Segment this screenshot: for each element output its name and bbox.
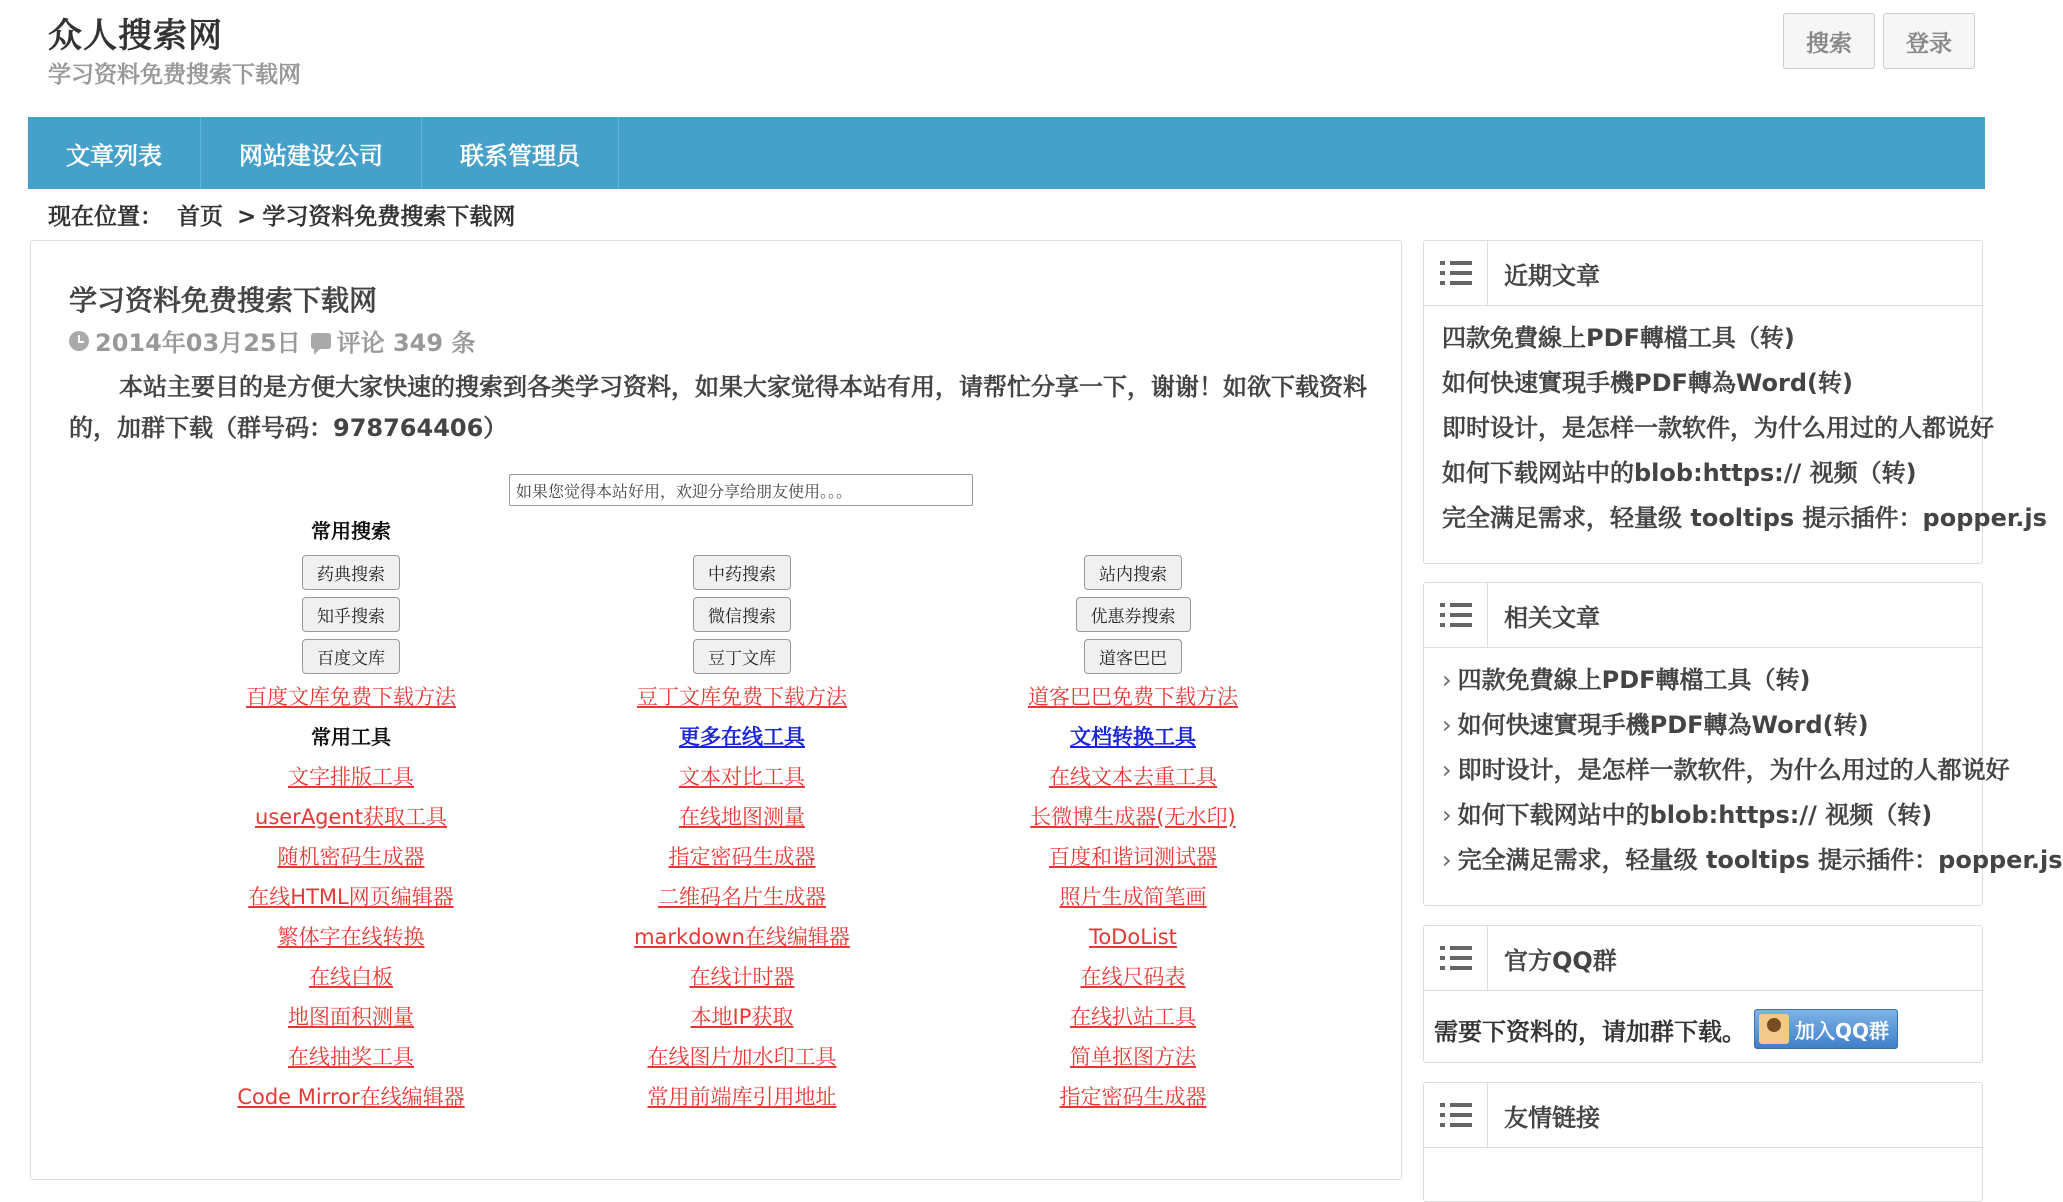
qq-group-icon — [1759, 1014, 1789, 1044]
related-post-link[interactable]: › 如何快速實現手機PDF轉為Word(转) — [1442, 711, 1869, 739]
nav-item-contact-admin[interactable]: 联系管理员 — [422, 117, 619, 189]
chevron-right-icon: › — [1442, 846, 1452, 874]
tool-link[interactable]: Code Mirror在线编辑器 — [237, 1085, 465, 1109]
recent-post-link[interactable]: 如何下载网站中的blob:https:// 视频（转) — [1442, 459, 1917, 487]
main-nav — [28, 117, 1985, 189]
tool-link[interactable]: 随机密码生成器 — [277, 845, 425, 869]
tool-link[interactable]: 长微博生成器(无水印) — [1030, 805, 1236, 829]
tool-link[interactable]: markdown在线编辑器 — [634, 925, 850, 949]
tool-link[interactable]: 在线扒站工具 — [1070, 1005, 1196, 1029]
comment-icon — [311, 333, 331, 349]
tool-link[interactable]: 在线HTML网页编辑器 — [248, 885, 454, 909]
qq-group-widget — [1423, 925, 1983, 1063]
related-post-link[interactable]: › 四款免費線上PDF轉檔工具（转) — [1442, 666, 1811, 694]
tool-link[interactable]: 在线图片加水印工具 — [647, 1045, 837, 1069]
tool-link[interactable]: 在线抽奖工具 — [288, 1045, 414, 1069]
search-heading-blank — [953, 511, 1313, 551]
related-post-link[interactable]: › 如何下载网站中的blob:https:// 视频（转) — [1442, 801, 1933, 829]
tool-link[interactable]: 在线地图测量 — [679, 805, 805, 829]
download-method-link[interactable]: 道客巴巴免费下载方法 — [1028, 685, 1238, 709]
chevron-right-icon: › — [1442, 666, 1452, 694]
clock-icon — [69, 331, 89, 351]
download-method-link[interactable]: 豆丁文库免费下载方法 — [637, 685, 847, 709]
related-post-link[interactable]: › 完全满足需求，轻量级 tooltips 提示插件：popper.js — [1442, 846, 2063, 874]
list-icon — [1424, 241, 1488, 305]
recent-post-link[interactable]: 如何快速實現手機PDF轉為Word(转) — [1442, 369, 1853, 397]
search-button-zhihu[interactable]: 知乎搜索 — [302, 597, 400, 632]
tools-heading: 常用工具 — [311, 725, 391, 749]
list-icon — [1424, 926, 1488, 990]
breadcrumb-current: 学习资料免费搜索下载网 — [262, 204, 516, 230]
article-date: 2014年03月25日 — [95, 329, 301, 357]
tool-link[interactable]: 百度和谐词测试器 — [1049, 845, 1217, 869]
tool-link[interactable]: 常用前端库引用地址 — [647, 1085, 837, 1109]
tool-link[interactable]: ToDoList — [1089, 925, 1177, 949]
search-heading: 常用搜索 — [311, 519, 391, 543]
search-heading-blank — [562, 511, 922, 551]
related-post-link[interactable]: › 即时设计，是怎样一款软件，为什么用过的人都说好 — [1442, 756, 2010, 784]
breadcrumb — [48, 198, 521, 231]
tool-column-2 — [562, 511, 922, 1117]
download-method-link[interactable]: 百度文库免费下载方法 — [246, 685, 456, 709]
join-qq-group-button[interactable] — [1754, 1009, 1898, 1049]
site-title[interactable]: 众人搜索网 — [48, 16, 223, 56]
login-button[interactable]: 登录 — [1883, 13, 1975, 69]
widget-title: 相关文章 — [1504, 603, 1600, 632]
widget-title: 友情链接 — [1504, 1103, 1600, 1132]
search-button-pharmacopoeia[interactable]: 药典搜索 — [302, 555, 400, 590]
share-input[interactable] — [509, 474, 973, 506]
tool-link[interactable]: 在线尺码表 — [1080, 965, 1186, 989]
tool-link[interactable]: 本地IP获取 — [690, 1005, 794, 1029]
search-button-chinese-medicine[interactable]: 中药搜索 — [693, 555, 791, 590]
search-button-docin[interactable]: 豆丁文库 — [693, 639, 791, 674]
article-panel — [30, 240, 1402, 1180]
more-tools-link[interactable]: 更多在线工具 — [679, 725, 805, 749]
chevron-right-icon: › — [1442, 801, 1452, 829]
tool-link[interactable]: 指定密码生成器 — [1059, 1085, 1207, 1109]
list-icon — [1424, 1083, 1488, 1147]
article-intro: 本站主要目的是方便大家快速的搜索到各类学习资料，如果大家觉得本站有用，请帮忙分享一下，谢谢！如欲下载资料的，加群下载（群号码：978764406） — [69, 373, 1367, 442]
tool-link[interactable]: 地图面积测量 — [288, 1005, 414, 1029]
widget-title: 近期文章 — [1504, 261, 1600, 290]
site-subtitle: 学习资料免费搜索下载网 — [48, 62, 301, 88]
search-button-doc88[interactable]: 道客巴巴 — [1084, 639, 1182, 674]
search-button-site[interactable]: 站内搜索 — [1084, 555, 1182, 590]
chevron-right-icon: › — [1442, 756, 1452, 784]
tool-column-3 — [953, 511, 1313, 1117]
search-button-baidu-wenku[interactable]: 百度文库 — [302, 639, 400, 674]
tool-link[interactable]: 照片生成简笔画 — [1059, 885, 1207, 909]
nav-item-articles[interactable]: 文章列表 — [28, 117, 201, 189]
breadcrumb-separator: > — [237, 204, 257, 230]
list-icon — [1424, 583, 1488, 647]
tool-link[interactable]: userAgent获取工具 — [255, 805, 447, 829]
recent-post-link[interactable]: 完全满足需求，轻量级 tooltips 提示插件：popper.js — [1442, 504, 2047, 532]
related-posts-widget — [1423, 582, 2063, 906]
tool-link[interactable]: 在线白板 — [309, 965, 393, 989]
search-button-wechat[interactable]: 微信搜索 — [693, 597, 791, 632]
tool-link[interactable]: 二维码名片生成器 — [658, 885, 826, 909]
tool-link[interactable]: 繁体字在线转换 — [277, 925, 425, 949]
friend-links-widget — [1423, 1082, 1983, 1202]
article-meta — [69, 323, 475, 358]
search-button[interactable]: 搜索 — [1783, 13, 1875, 69]
article-comments[interactable]: 评论 349 条 — [336, 329, 476, 357]
tool-link[interactable]: 在线计时器 — [689, 965, 795, 989]
tool-link[interactable]: 简单抠图方法 — [1070, 1045, 1196, 1069]
qq-group-text: 需要下资料的，请加群下载。 — [1434, 1017, 1746, 1046]
doc-convert-tools-link[interactable]: 文档转换工具 — [1070, 725, 1196, 749]
recent-post-link[interactable]: 即时设计，是怎样一款软件，为什么用过的人都说好 — [1442, 414, 1994, 442]
breadcrumb-prefix: 现在位置： — [48, 204, 163, 230]
tool-link[interactable]: 文字排版工具 — [288, 765, 414, 789]
recent-post-link[interactable]: 四款免費線上PDF轉檔工具（转) — [1442, 324, 1795, 352]
tool-link[interactable]: 在线文本去重工具 — [1049, 765, 1217, 789]
nav-item-web-company[interactable]: 网站建设公司 — [201, 117, 422, 189]
tool-link[interactable]: 文本对比工具 — [679, 765, 805, 789]
tool-column-1 — [171, 511, 531, 1117]
article-title: 学习资料免费搜索下载网 — [69, 284, 378, 317]
widget-title: 官方QQ群 — [1504, 946, 1617, 975]
breadcrumb-home[interactable]: 首页 — [177, 204, 224, 230]
chevron-right-icon: › — [1442, 711, 1452, 739]
recent-posts-widget — [1423, 240, 2047, 564]
tool-link[interactable]: 指定密码生成器 — [668, 845, 816, 869]
search-button-coupon[interactable]: 优惠券搜索 — [1076, 597, 1191, 632]
join-qq-group-label: 加入QQ群 — [1795, 1018, 1890, 1043]
